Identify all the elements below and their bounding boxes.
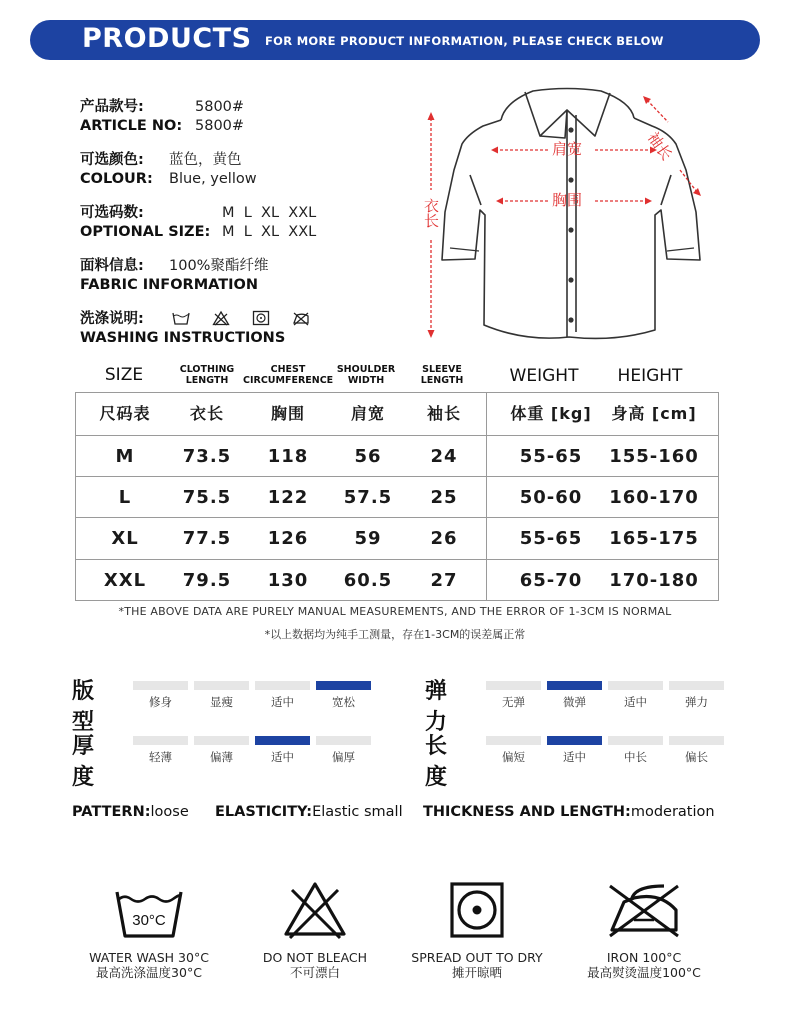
table-header-cell: 袖长: [426, 404, 461, 423]
size-heading: SIZE: [104, 365, 144, 385]
length-rating-option: 偏长: [685, 750, 708, 764]
table-header-cell: 尺码表: [99, 404, 151, 423]
elasticity-rating-segment: [486, 681, 541, 690]
elasticity-rating-option: 微弹: [563, 695, 586, 709]
measurement-note-zh: *以上数据均为纯手工测量，存在1-3CM的误差属正常: [264, 628, 526, 641]
shirt-measurement-diagram: [405, 80, 715, 365]
pattern-rating-segment: [316, 681, 371, 690]
thickness-rating-title: 厚度: [72, 734, 95, 790]
article-label-en: ARTICLE NO:: [80, 118, 183, 134]
table-row-divider: [76, 435, 718, 436]
small-no-iron-icon: [292, 310, 310, 326]
fabric-value-zh: 100%聚酯纤维: [169, 258, 269, 274]
table-cell: XL: [111, 528, 139, 549]
length-rating-option: 偏短: [502, 750, 525, 764]
care-iron: [570, 880, 718, 981]
shoulder-heading: SHOULDER WIDTH: [336, 364, 396, 386]
table-row-divider: [76, 476, 718, 477]
pattern-rating-segment: [255, 681, 310, 690]
table-cell: 170-180: [609, 570, 699, 591]
article-value-zh: 5800#: [195, 99, 245, 115]
article-label-zh: 产品款号:: [80, 99, 144, 115]
bleach-caption-zh: 不可漂白: [289, 965, 340, 980]
products-banner: [30, 20, 760, 60]
table-header-cell: 衣长: [189, 404, 224, 423]
table-header-row: [76, 393, 718, 434]
length-rating-segment: [547, 736, 602, 745]
length-rating-option: 适中: [563, 750, 586, 764]
tumble-dry-icon: [442, 880, 512, 940]
thickness-rating-segment: [255, 736, 310, 745]
care-bleach: [245, 880, 385, 981]
fabric-label-en: FABRIC INFORMATION: [80, 277, 258, 293]
thickness-rating-option: 偏薄: [210, 750, 233, 764]
table-cell: 27: [430, 570, 458, 591]
elasticity-rating-title: 弹力: [425, 679, 448, 735]
thickness-rating-segment: [194, 736, 249, 745]
length-rating-option: 中长: [624, 750, 647, 764]
thickness-rating-option: 适中: [271, 750, 294, 764]
table-cell: 65-70: [519, 570, 583, 591]
bleach-caption-en: DO NOT BLEACH: [262, 950, 368, 965]
table-row-divider: [76, 559, 718, 560]
shirt-lines: [442, 89, 700, 339]
table-column-divider: [486, 393, 487, 600]
table-cell: 25: [430, 487, 458, 508]
table-cell: 59: [354, 528, 382, 549]
thickness-rating-option: 偏厚: [332, 750, 355, 764]
table-cell: 126: [267, 528, 309, 549]
table-cell: 118: [267, 446, 309, 467]
length-rating-segment: [608, 736, 663, 745]
wash-label-en: WASHING INSTRUCTIONS: [80, 330, 286, 346]
table-row: [76, 477, 718, 518]
elasticity-summary: ELASTICITY:Elastic small: [215, 804, 403, 820]
table-cell: L: [118, 487, 132, 508]
thickness-length-summary: THICKNESS AND LENGTH:moderation: [423, 804, 715, 820]
table-cell: 77.5: [182, 528, 232, 549]
wash-label-zh: 洗涤说明:: [80, 311, 144, 327]
weight-heading: WEIGHT: [509, 366, 579, 386]
article-value-en: 5800#: [195, 118, 245, 134]
table-cell: 55-65: [519, 528, 583, 549]
clothing-length-heading: CLOTHING LENGTH: [179, 364, 235, 386]
length-rating-segment: [669, 736, 724, 745]
pattern-rating-title: 版型: [72, 679, 95, 735]
table-cell: 130: [267, 570, 309, 591]
length-label: 衣长: [422, 198, 440, 228]
table-cell: 122: [267, 487, 309, 508]
table-header-cell: 身高 [cm]: [611, 404, 697, 423]
fabric-label-zh: 面料信息:: [80, 258, 144, 274]
banner-subtitle: FOR MORE PRODUCT INFORMATION, PLEASE CHECK BELOW: [265, 34, 664, 48]
colour-value-en: Blue, yellow: [169, 171, 257, 187]
wash-caption-zh: 最高洗涤温度30°C: [96, 965, 202, 980]
table-cell: M: [115, 446, 135, 467]
shirt-outline: [405, 80, 715, 365]
table-cell: 165-175: [609, 528, 699, 549]
wash-icon-row: [172, 310, 310, 326]
elasticity-rating-option: 适中: [624, 695, 647, 709]
banner-title: PRODUCTS: [82, 23, 252, 54]
height-heading: HEIGHT: [617, 366, 683, 386]
table-cell: 56: [354, 446, 382, 467]
pattern-rating-option: 适中: [271, 695, 294, 709]
wash-tub-icon: [114, 880, 184, 940]
table-row: [76, 436, 718, 477]
no-bleach-icon: [280, 880, 350, 940]
pattern-rating-segment: [194, 681, 249, 690]
dry-caption-en: SPREAD OUT TO DRY: [411, 950, 543, 965]
small-no-bleach-icon: [212, 310, 230, 326]
table-cell: XXL: [103, 570, 147, 591]
table-row: [76, 518, 718, 559]
table-cell: 155-160: [609, 446, 699, 467]
elasticity-rating-option: 无弹: [502, 695, 525, 709]
table-cell: 57.5: [343, 487, 393, 508]
sleeve-heading: SLEEVE LENGTH: [420, 364, 464, 386]
iron-caption-zh: 最高熨烫温度100°C: [587, 965, 701, 980]
table-cell: 26: [430, 528, 458, 549]
pattern-rating-option: 修身: [149, 695, 172, 709]
care-wash: [78, 880, 220, 981]
size-value-zh: M L XL XXL: [222, 205, 317, 221]
length-rating-segment: [486, 736, 541, 745]
thickness-rating-option: 轻薄: [149, 750, 172, 764]
sleeve-label: 袖长: [643, 128, 676, 164]
elasticity-rating-segment: [669, 681, 724, 690]
table-cell: 55-65: [519, 446, 583, 467]
table-header-cell: 肩宽: [350, 404, 385, 423]
pattern-rating-option: 宽松: [332, 695, 355, 709]
size-table: [75, 392, 719, 601]
care-dry: [402, 880, 552, 981]
elasticity-rating-segment: [608, 681, 663, 690]
table-row-divider: [76, 517, 718, 518]
thickness-rating-segment: [133, 736, 188, 745]
small-dry-icon: [252, 310, 270, 326]
size-value-en: M L XL XXL: [222, 224, 317, 240]
svg-text:30°C: 30°C: [132, 912, 166, 929]
no-iron-icon: [604, 880, 684, 940]
small-wash-tub-icon: [172, 310, 190, 326]
colour-label-en: COLOUR:: [80, 171, 153, 187]
pattern-rating-option: 显瘦: [210, 695, 233, 709]
measurement-note-en: *THE ABOVE DATA ARE PURELY MANUAL MEASUREMENTS, AND THE ERROR OF 1-3CM IS NORMAL: [118, 605, 672, 618]
table-cell: 50-60: [519, 487, 583, 508]
chest-label: 胸围: [552, 191, 583, 209]
shoulder-label: 肩宽: [552, 140, 583, 158]
length-rating-title: 长度: [425, 734, 448, 790]
table-row: [76, 560, 718, 601]
table-cell: 75.5: [182, 487, 232, 508]
wash-caption-en: WATER WASH 30°C: [89, 950, 209, 965]
thickness-rating-segment: [316, 736, 371, 745]
table-header-cell: 体重 [kg]: [510, 404, 592, 423]
size-chart-header: [0, 362, 790, 392]
iron-caption-en: IRON 100°C: [606, 950, 682, 965]
table-cell: 24: [430, 446, 458, 467]
chest-heading: CHEST CIRCUMFERENCE: [243, 364, 334, 386]
table-cell: 73.5: [182, 446, 232, 467]
elasticity-rating-segment: [547, 681, 602, 690]
colour-label-zh: 可选颜色:: [80, 152, 144, 168]
table-header-cell: 胸围: [270, 404, 305, 423]
table-cell: 60.5: [343, 570, 393, 591]
elasticity-rating-option: 弹力: [685, 695, 708, 709]
table-cell: 79.5: [182, 570, 232, 591]
pattern-summary: PATTERN:loose: [72, 804, 189, 820]
dry-caption-zh: 摊开晾晒: [451, 965, 502, 980]
size-label-zh: 可选码数:: [80, 205, 144, 221]
size-label-en: OPTIONAL SIZE:: [80, 224, 211, 240]
table-cell: 160-170: [609, 487, 699, 508]
colour-value-zh: 蓝色，黄色: [169, 152, 242, 168]
pattern-rating-segment: [133, 681, 188, 690]
